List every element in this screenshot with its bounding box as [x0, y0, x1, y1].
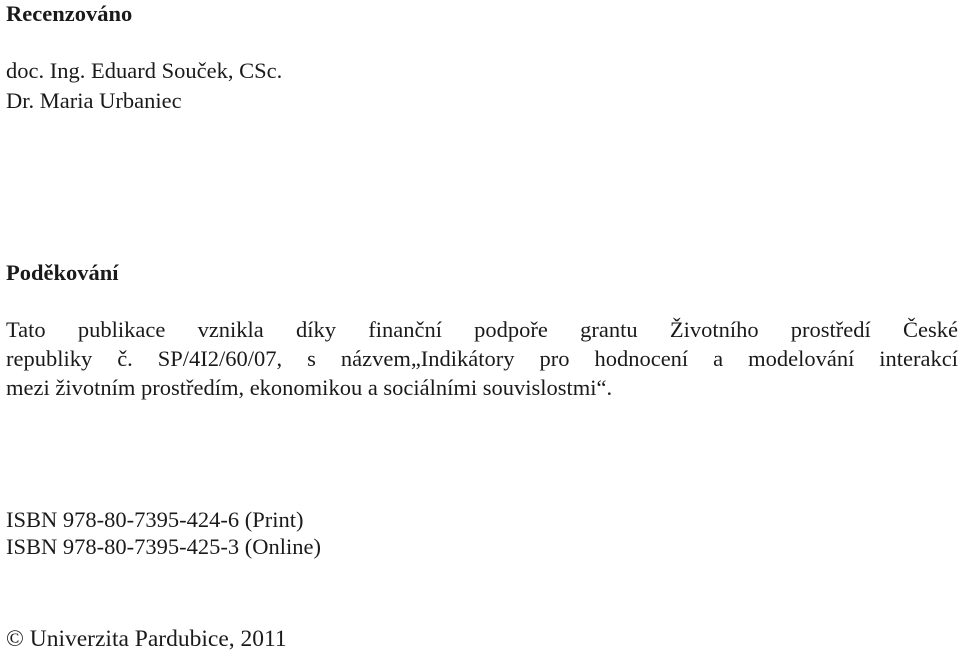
reviewed-heading: Recenzováno — [6, 1, 133, 26]
reviewer-1: doc. Ing. Eduard Souček, CSc. — [6, 58, 283, 83]
acknowledgement-paragraph — [6, 315, 958, 402]
copyright-icon: © — [6, 626, 24, 652]
acknowledgement-heading: Poděkování — [6, 260, 119, 285]
acknowledgement-line-3: mezi životním prostředím, ekonomikou a sociálními souvislostmi“. — [6, 375, 613, 400]
isbn-online: ISBN 978-80-7395-425-3 (Online) — [6, 534, 321, 559]
isbn-print: ISBN 978-80-7395-424-6 (Print) — [6, 507, 304, 532]
reviewer-2: Dr. Maria Urbaniec — [6, 88, 182, 113]
copyright-line — [6, 624, 287, 654]
acknowledgement-line-2: republiky č. SP/4I2/60/07, s názvem„Indikátory pro hodnocení a modelování interakcí — [6, 346, 958, 371]
copyright-text: Univerzita Pardubice, 2011 — [29, 626, 287, 652]
acknowledgement-line-1: Tato publikace vznikla díky finanční podpoře grantu Životního prostředí České — [6, 317, 958, 342]
